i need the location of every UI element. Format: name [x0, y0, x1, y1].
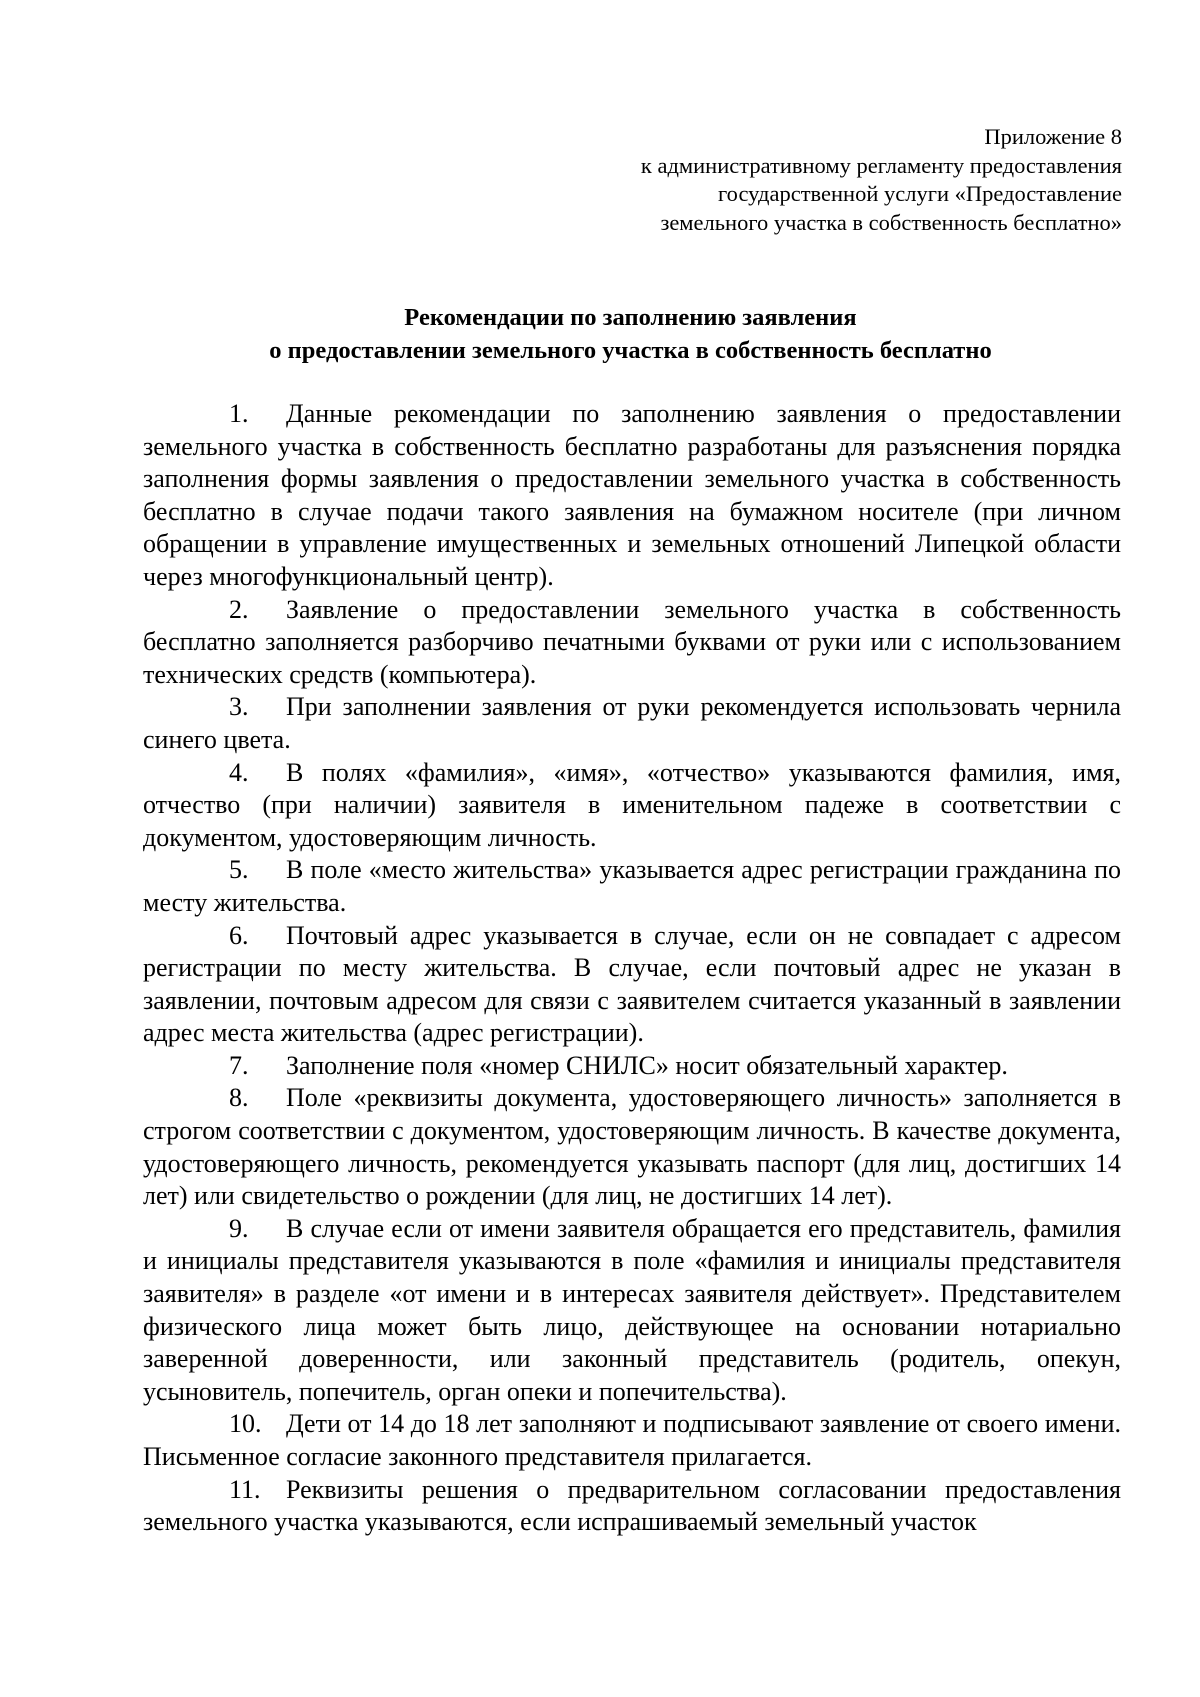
paragraph-text: В полях «фамилия», «имя», «отчество» указываются фамилия, имя, отчество (при наличии) заявителя в именительном падеже в соответствии с документом, удостоверяющим личность.: [143, 757, 1121, 852]
paragraph-text: Заполнение поля «номер СНИЛС» носит обязательный характер.: [286, 1050, 1008, 1080]
paragraph-text: В поле «место жительства» указывается адрес регистрации гражданина по месту жительства.: [143, 855, 1121, 917]
paragraph-5: [143, 854, 1121, 919]
document-body: [143, 398, 1121, 1539]
appendix-line: земельного участка в собственность бесплатно»: [660, 209, 1122, 235]
paragraph-7: [143, 1050, 1121, 1083]
paragraph-number: 10.: [229, 1409, 262, 1439]
paragraph-number: 5.: [229, 855, 249, 885]
paragraph-number: 7.: [229, 1050, 249, 1080]
paragraph-text: Поле «реквизиты документа, удостоверяющего личность» заполняется в строгом соответствии с документом, удостоверяющим личность. В качестве документа, удостоверяющего личность, рекомендуется указывать паспорт (для лиц, достигших 14 лет) или свидетельство о рождении (для лиц, не достигших 14 лет).: [143, 1083, 1121, 1211]
paragraph-text: При заполнении заявления от руки рекомендуется использовать чернила синего цвета.: [143, 692, 1121, 754]
paragraph-number: 11.: [229, 1474, 261, 1504]
paragraph-number: 3.: [229, 692, 249, 722]
appendix-line: к административному регламенту предоставления: [640, 152, 1122, 178]
appendix-line: государственной услуги «Предоставление: [718, 181, 1122, 206]
paragraph-6: [143, 920, 1121, 1050]
paragraph-4: [143, 757, 1121, 855]
paragraph-2: [143, 594, 1121, 692]
paragraph-8: [143, 1082, 1121, 1212]
paragraph-text: Заявление о предоставлении земельного участка в собственность бесплатно заполняется разборчиво печатными буквами от руки или с использованием технических средств (компьютера).: [143, 594, 1121, 689]
paragraph-10: [143, 1408, 1121, 1473]
paragraph-number: 2.: [229, 594, 249, 624]
paragraph-text: В случае если от имени заявителя обращается его представитель, фамилия и инициалы представителя указываются в поле «фамилия и инициалы представителя заявителя» в разделе «от имени и в интересах заявителя действует». Представителем физического лица может быть лицо, действующее на основании нотариально заверенной доверенности, или законный представитель (родитель, опекун, усыновитель, попечитель, орган опеки и попечительства).: [143, 1213, 1121, 1406]
paragraph-1: [143, 398, 1121, 594]
document-title: [140, 301, 1121, 367]
paragraph-text: Дети от 14 до 18 лет заполняют и подписывают заявление от своего имени. Письменное согласие законного представителя прилагается.: [143, 1409, 1121, 1471]
appendix-line: Приложение 8: [984, 124, 1122, 149]
paragraph-9: [143, 1213, 1121, 1409]
paragraph-11: [143, 1474, 1121, 1539]
paragraph-number: 6.: [229, 920, 249, 950]
paragraph-3: [143, 691, 1121, 756]
paragraph-text: Почтовый адрес указывается в случае, если он не совпадает с адресом регистрации по месту жительства. В случае, если почтовый адрес не указан в заявлении, почтовым адресом для связи с заявителем считается указанный в заявлении адрес места жительства (адрес регистрации).: [143, 920, 1121, 1048]
paragraph-text: Реквизиты решения о предварительном согласовании предоставления земельного участка указываются, если испрашиваемый земельный участок: [143, 1474, 1121, 1537]
appendix-header: [422, 123, 1122, 237]
paragraph-number: 9.: [229, 1213, 249, 1243]
paragraph-number: 4.: [229, 757, 249, 787]
paragraph-text: Данные рекомендации по заполнению заявления о предоставлении земельного участка в собственность бесплатно разработаны для разъяснения порядка заполнения формы заявления о предоставлении земельного участка в собственность бесплатно в случае подачи такого заявления на бумажном носителе (при личном обращении в управление имущественных и земельных отношений Липецкой области через многофункциональный центр).: [143, 399, 1121, 591]
title-line-2: о предоставлении земельного участка в собственность бесплатно: [269, 337, 992, 364]
paragraph-number: 1.: [229, 399, 249, 428]
paragraph-number: 8.: [229, 1083, 249, 1113]
title-line-1: Рекомендации по заполнению заявления: [404, 304, 857, 331]
